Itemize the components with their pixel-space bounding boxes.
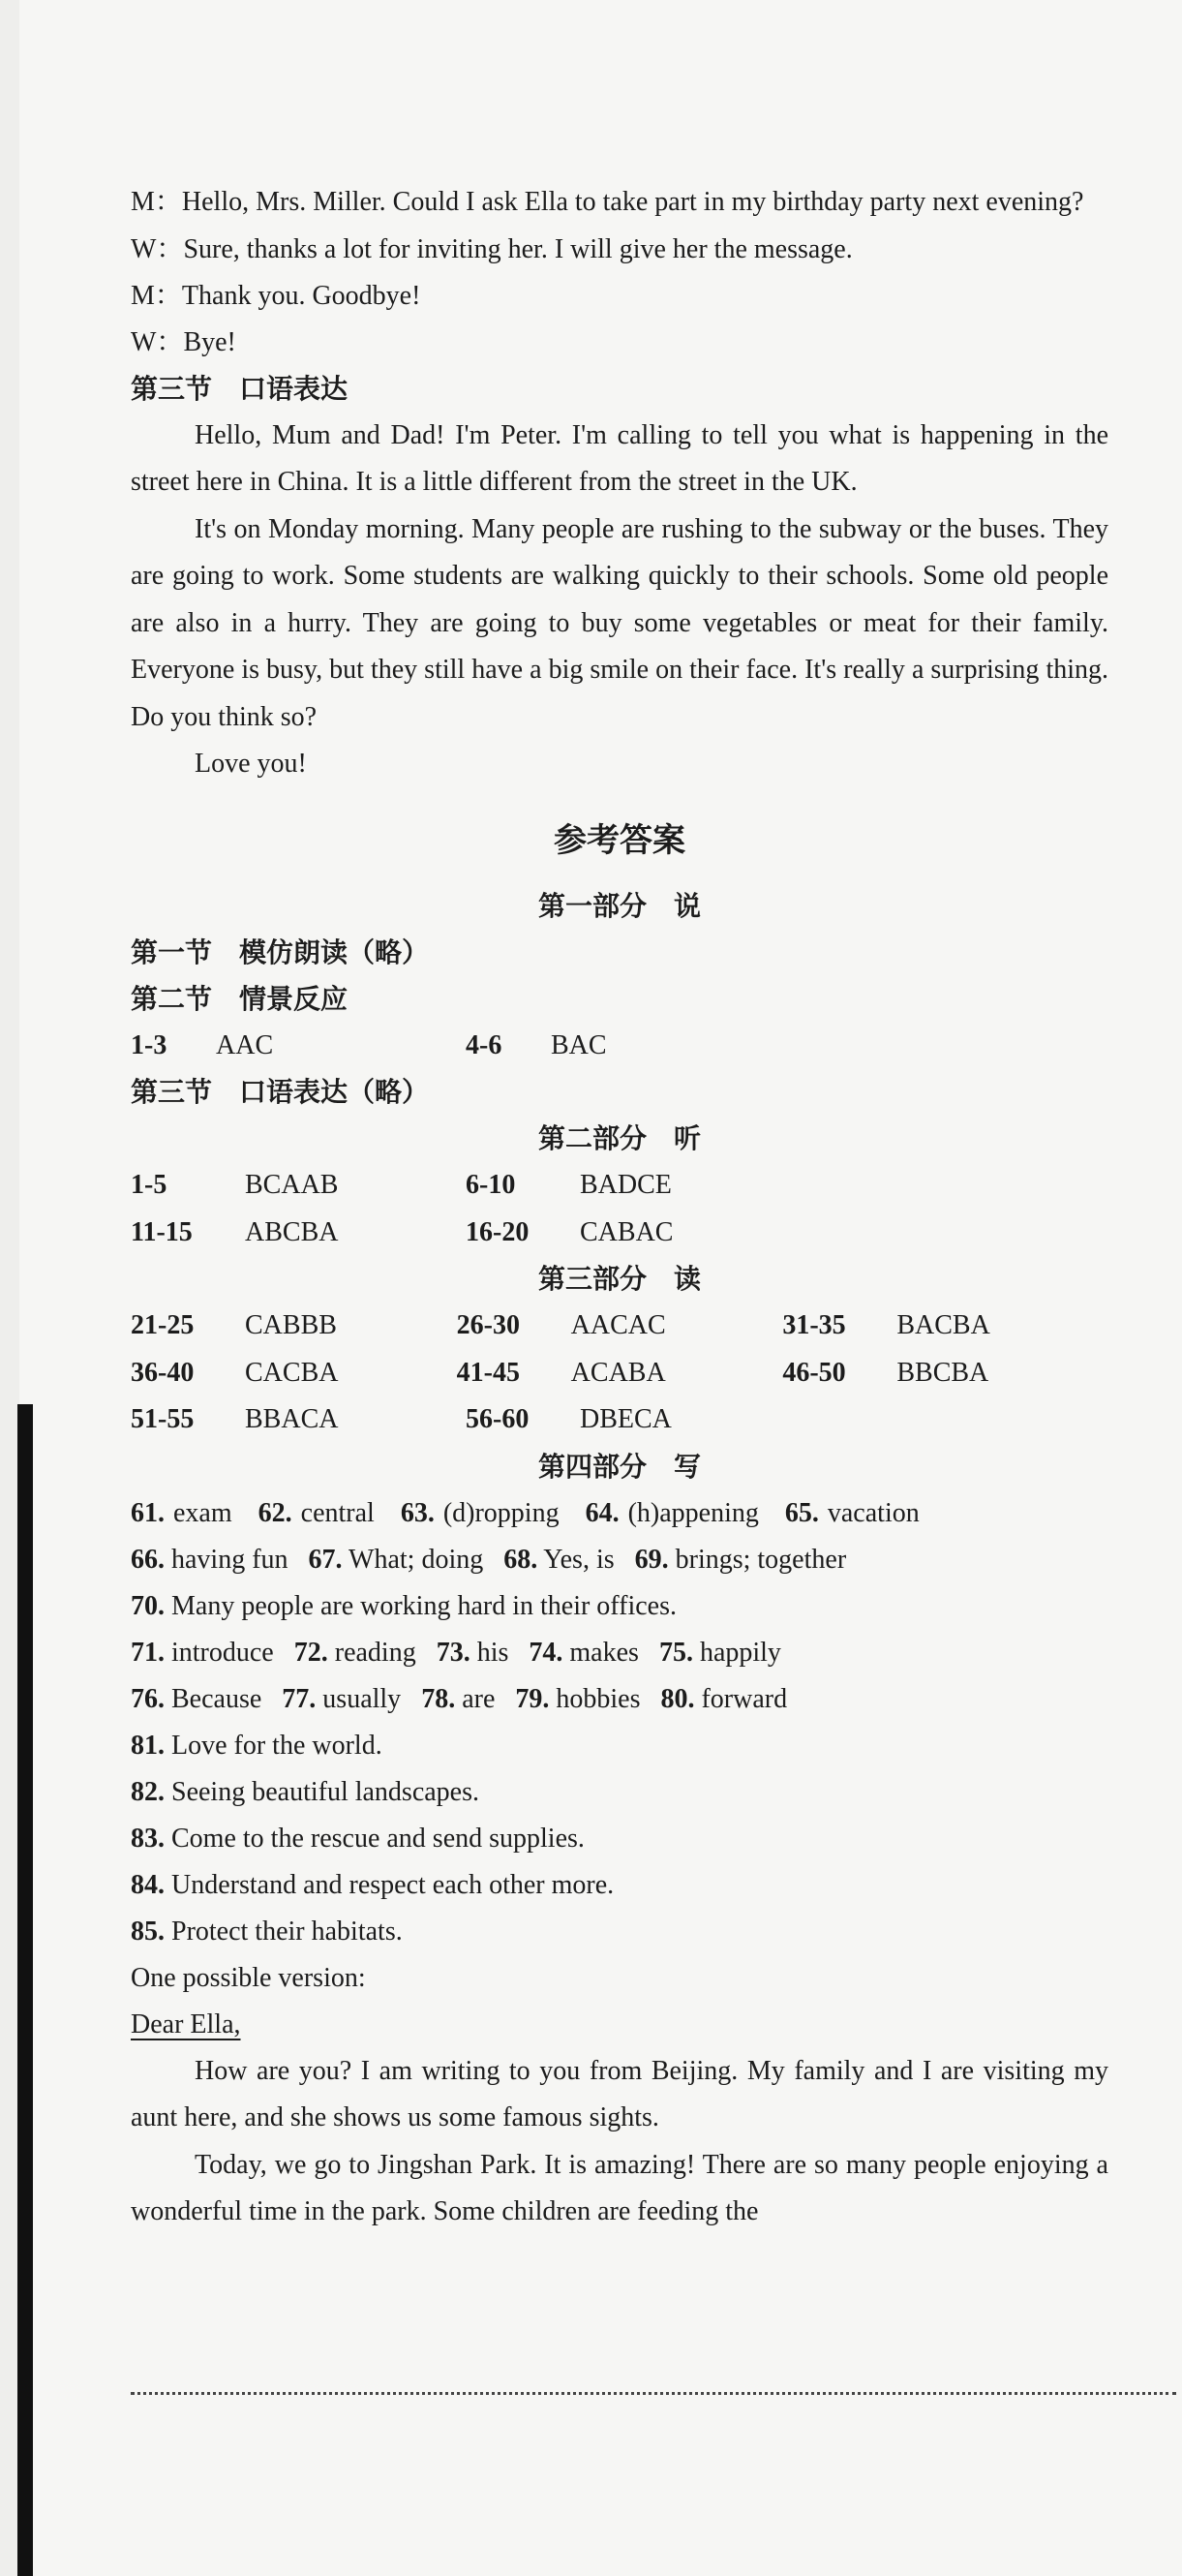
answer-cell: 1-5 BCAAB: [131, 1170, 339, 1200]
answer-cell: 11-15 ABCBA: [131, 1216, 339, 1247]
answer-row: [131, 1210, 1108, 1257]
scan-edge: [0, 0, 19, 2576]
letter-salutation: Dear Ella,: [131, 2009, 241, 2039]
answer-cell: 1-3 AAC: [131, 1029, 274, 1060]
answer-cell: 4-6 BAC: [466, 1029, 607, 1060]
answer-cell: 56-60 DBECA: [466, 1404, 672, 1434]
answer-line: 81. Love for the world.: [131, 1730, 382, 1761]
answer-row: [131, 1023, 1108, 1070]
answer-cell: 31-35 BACBA: [782, 1310, 990, 1340]
paragraph: Hello, Mum and Dad! I'm Peter. I'm calling to tell you what is happening in the street here in China. It is a little different from the street in the UK.: [131, 419, 1108, 497]
section-heading: 第三节 口语表达: [131, 372, 349, 405]
paragraph: Love you!: [195, 749, 307, 779]
dialogue-line: W：Bye!: [131, 326, 236, 357]
answer-row: [131, 1350, 1108, 1397]
answer-cell: 36-40 CACBA: [131, 1357, 339, 1388]
page-divider: [131, 2392, 1176, 2395]
answer-cell: 46-50 BBCBA: [782, 1357, 989, 1388]
part-title: 第二部分 听: [537, 1122, 701, 1154]
answer-line: 71. introduce 72. reading 73. his 74. makes 75. happily: [131, 1637, 781, 1668]
answer-cell: 21-25 CABBB: [131, 1310, 337, 1340]
answer-cell: 16-20 CABAC: [466, 1216, 674, 1247]
answer-line: 76. Because 77. usually 78. are 79. hobbies 80. forward: [131, 1683, 788, 1714]
answer-line: 70. Many people are working hard in their offices.: [131, 1590, 677, 1621]
dialogue-line: M：Hello, Mrs. Miller. Could I ask Ella to take part in my birthday party next evening?: [131, 187, 1084, 217]
answer-cell: 51-55 BBACA: [131, 1404, 339, 1434]
answer-cell: 41-45 ACABA: [456, 1357, 666, 1388]
binding-edge: [17, 1404, 33, 2576]
document-body: [131, 179, 1108, 2236]
answer-row: [131, 1396, 1108, 1444]
version-label: One possible version:: [131, 1962, 366, 1993]
answer-cell: 26-30 AACAC: [456, 1310, 666, 1340]
dialogue-line: W：Sure, thanks a lot for inviting her. I will give her the message.: [131, 233, 853, 264]
section-heading: 第三节 口语表达（略）: [131, 1076, 430, 1108]
part-title: 第一部分 说: [537, 889, 701, 922]
answer-line: 84. Understand and respect each other more.: [131, 1869, 615, 1900]
answer-line: 61. exam 62. central 63. (d)ropping 64. (h)appening 65. vacation: [131, 1497, 920, 1528]
letter-paragraph: How are you? I am writing to you from Beijing. My family and I are visiting my aunt here, and she shows us some famous sights.: [131, 2055, 1108, 2132]
answer-line: 66. having fun 67. What; doing 68. Yes, is 69. brings; together: [131, 1544, 847, 1575]
dialogue-line: M：Thank you. Goodbye!: [131, 280, 421, 311]
answer-cell: 6-10 BADCE: [466, 1170, 672, 1200]
answer-line: 83. Come to the rescue and send supplies.: [131, 1823, 585, 1854]
answer-line: 82. Seeing beautiful landscapes.: [131, 1776, 480, 1807]
paragraph: It's on Monday morning. Many people are rushing to the subway or the buses. They are going to work. Some students are walking quickly to their schools. Some old people are also in a hurry. They are going to buy some vegetables or meat for their family. Everyone is busy, but they still have a big smile on their face. It's really a surprising thing. Do you think so?: [131, 513, 1108, 732]
part-title: 第四部分 写: [537, 1450, 701, 1483]
answer-line: 85. Protect their habitats.: [131, 1916, 403, 1947]
answer-row: [131, 1303, 1108, 1350]
letter-paragraph: Today, we go to Jingshan Park. It is amazing! There are so many people enjoying a wonderful time in the park. Some children are feeding the: [131, 2149, 1108, 2226]
section-heading: 第一节 模仿朗读（略）: [131, 935, 430, 968]
answer-row: [131, 1162, 1108, 1210]
part-title: 第三部分 读: [537, 1263, 701, 1295]
section-heading: 第二节 情景反应: [131, 982, 349, 1015]
answers-title: 参考答案: [554, 820, 685, 860]
